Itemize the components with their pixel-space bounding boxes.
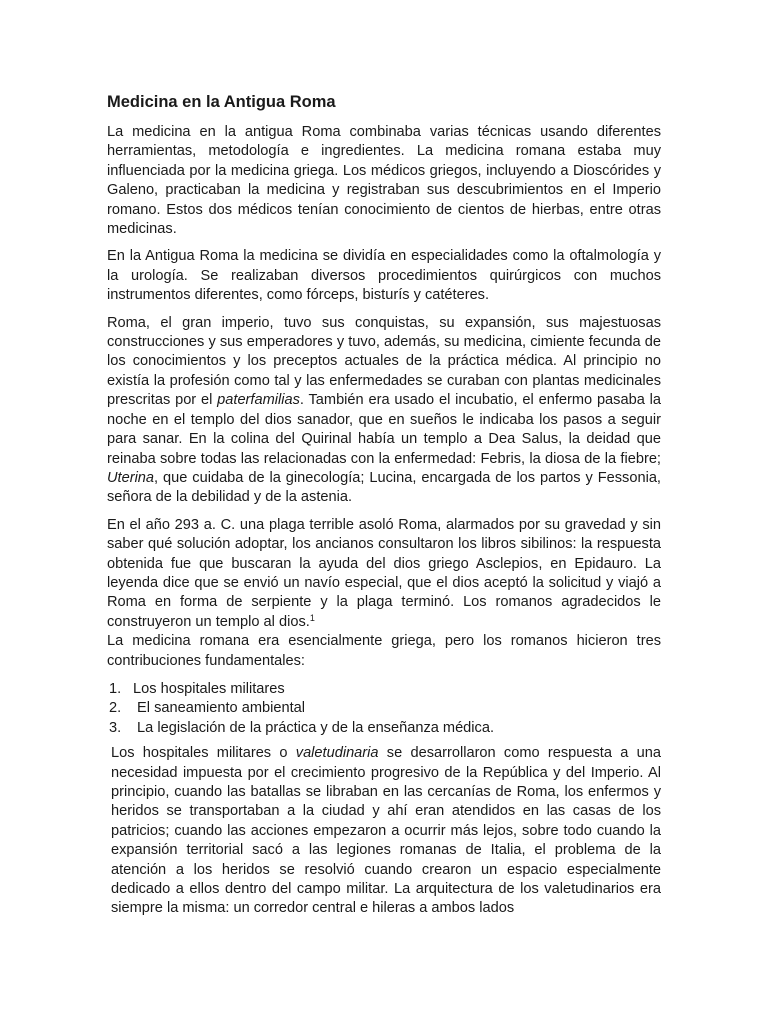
- paragraph-3-text-a: Roma, el gran imperio, tuvo sus conquistas, su expansión, sus majestuosas construcciones y sus emperadores y tuvo, además, su medicina, cimiente fecunda de los conocimientos y los preceptos actuales de la práctica médica. Al principio no existía la profesión como tal y las enfermedades se curaban con plantas medicinales prescritas por el: [107, 314, 661, 409]
- paragraph-3-italic-uterina: Uterina: [107, 469, 155, 486]
- paragraph-5-italic-valetudinaria: valetudinaria: [295, 745, 379, 762]
- paragraph-4: [107, 516, 661, 671]
- document-page: [107, 92, 661, 927]
- contributions-list: [107, 680, 661, 738]
- footnote-marker[interactable]: 1: [309, 612, 315, 623]
- list-item: [107, 680, 661, 699]
- list-item-number: 3.: [109, 719, 122, 736]
- paragraph-3-text-c: , que cuidaba de la ginecología; Lucina, encargada de los partos y Fessonia, señora de la debilidad y de la astenia.: [107, 469, 661, 506]
- list-item: [107, 699, 661, 718]
- list-item-text: La legislación de la práctica y de la enseñanza médica.: [133, 719, 495, 736]
- paragraph-3: [107, 314, 661, 508]
- list-item-number: 2.: [109, 700, 122, 717]
- paragraph-5-text-a: Los hospitales militares o: [111, 745, 296, 762]
- paragraph-3-text-b: . También era usado el incubatio, el enfermo pasaba la noche en el templo del dios sanador, que en sueños le indicaba los pasos a seguir para sanar. En la colina del Quirinal había un templo a Dea Salus, la deidad que reinaba sobre todas las relacionadas con la enfermedad: Febris, la diosa de la fiebre;: [107, 392, 661, 467]
- list-item-text: El saneamiento ambiental: [133, 700, 305, 717]
- paragraph-5-text-b: se desarrollaron como respuesta a una necesidad impuesta por el crecimiento progresivo de la República y del Imperio. Al principio, cuando las batallas se libraban en las cercanías de Roma, los enfermos y heridos se transportaban a la ciudad y ahí eran atendidos en las casas de los patricios; cuando las acciones empezaron a ocurrir más lejos, sobre todo cuando la expansión territorial sacó a las legiones romanas de Italia, el problema de la atención a los heridos se resolvió cuando crearon un espacio especialmente dedicado a ellos dentro del campo militar. La arquitectura de los valetudinarios era siempre la misma: un corredor central e hileras a ambos lados: [111, 745, 661, 917]
- paragraph-4-text-b: La medicina romana era esencialmente griega, pero los romanos hicieron tres contribuciones fundamentales:: [107, 633, 661, 669]
- list-item-text: Los hospitales militares: [133, 680, 285, 697]
- list-item-number: 1.: [109, 680, 122, 697]
- paragraph-3-italic-paterfamilias: paterfamilias: [217, 392, 300, 409]
- paragraph-4-text-a: En el año 293 a. C. una plaga terrible asoló Roma, alarmados por su gravedad y sin saber qué solución adoptar, los ancianos consultaron los libros sibilinos: la respuesta obtenida fue que buscaran la ayuda del dios griego Asclepios, en Epidauro. La leyenda dice que se envió un navío especial, que el dios aceptó la solicitud y viajó a Roma en forma de serpiente y la plaga terminó. Los romanos agradecidos le construyeron un templo al dios.: [107, 516, 661, 630]
- paragraph-1: La medicina en la antigua Roma combinaba varias técnicas usando diferentes herramientas, metodología e ingredientes. La medicina romana estaba muy influenciada por la medicina griega. Los médicos griegos, incluyendo a Dioscórides y Galeno, practicaban la medicina y registraban sus descubrimientos en el Imperio romano. Estos dos médicos tenían conocimiento de cientos de hierbas, entre otras medicinas.: [107, 124, 661, 238]
- document-title: Medicina en la Antigua Roma: [107, 93, 336, 111]
- paragraph-2: En la Antigua Roma la medicina se dividía en especialidades como la oftalmología y la urología. Se realizaban diversos procedimientos quirúrgicos con muchos instrumentos diferentes, como fórceps, bisturís y catéteres.: [107, 248, 661, 304]
- list-item: [107, 719, 661, 738]
- paragraph-5: [111, 744, 661, 919]
